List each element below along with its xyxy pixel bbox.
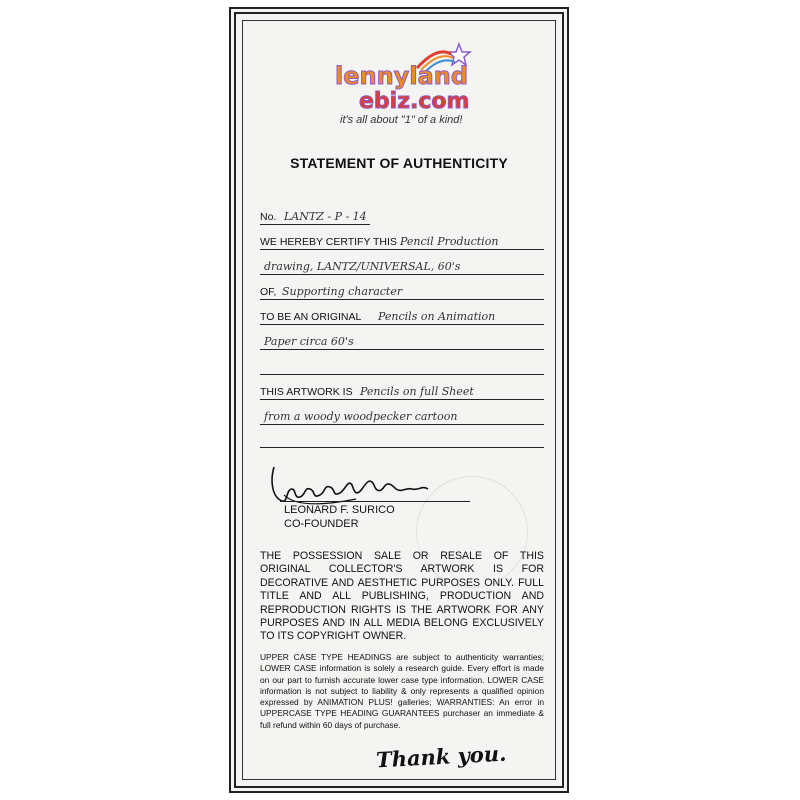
signer-name: LEONARD F. SURICO bbox=[284, 504, 395, 516]
tagline: it's all about "1" of a kind! bbox=[340, 114, 463, 126]
fine-print: UPPER CASE TYPE HEADINGS are subject to authenticity warranties; LOWER CASE information is solely a research guide. Every effort is made on our part to furnish accurate lower case type information. LOWER CASE information is not subject to liability & only represents a qualified opinion expressed by ANIMATION PLUS! galleries; WARRANTIES: An error in UPPERCASE TYPE HEADING GUARANTEES purchaser an immediate & full refund within 60 days of purchase. bbox=[260, 652, 544, 730]
signature-line bbox=[280, 501, 470, 502]
logo-line2: ebiz.com bbox=[359, 89, 470, 114]
of-row bbox=[260, 279, 544, 300]
of-label: OF, bbox=[260, 286, 277, 298]
number-label: No. bbox=[260, 211, 277, 223]
number-row bbox=[260, 204, 370, 225]
blank-row bbox=[260, 354, 544, 375]
of-value: Supporting character bbox=[282, 285, 403, 298]
number-value: LANTZ - P - 14 bbox=[284, 210, 367, 223]
certify-value-1: Pencil Production bbox=[400, 235, 499, 248]
artwork-value-1: Pencils on full Sheet bbox=[360, 385, 474, 398]
original-value-2: Paper circa 60's bbox=[264, 335, 354, 348]
original-label: TO BE AN ORIGINAL bbox=[260, 311, 362, 323]
legal-text: THE POSSESSION SALE OR RESALE OF THIS ORIGINAL COLLECTOR'S ARTWORK IS FOR DECORATIVE AND AESTHETIC PURPOSES ONLY. FULL TITLE AND ALL PUBLISHING, PRODUCTION AND REPRODUCTION RIGHTS IS THE ARTWORK FOR ANY PURPOSES AND IN ALL MEDIA BELONG EXCLUSIVELY TO ITS COPYRIGHT OWNER. bbox=[260, 550, 544, 643]
logo-graphic bbox=[299, 38, 499, 118]
logo-line1: lennyland bbox=[335, 62, 469, 90]
artwork-row-2 bbox=[260, 404, 544, 425]
artwork-value-2: from a woody woodpecker cartoon bbox=[264, 410, 458, 423]
original-value-1: Pencils on Animation bbox=[378, 310, 496, 323]
artwork-label: THIS ARTWORK IS bbox=[260, 386, 353, 398]
certify-row-2 bbox=[260, 254, 544, 275]
thank-you-note: Thank you. bbox=[375, 740, 507, 773]
original-row-2 bbox=[260, 329, 544, 350]
original-row bbox=[260, 304, 544, 325]
logo bbox=[236, 38, 562, 148]
certify-row bbox=[260, 229, 544, 250]
page-title: STATEMENT OF AUTHENTICITY bbox=[290, 155, 508, 171]
artwork-row bbox=[260, 379, 544, 400]
certificate-card bbox=[234, 12, 564, 788]
certify-value-2: drawing, LANTZ/UNIVERSAL, 60's bbox=[264, 260, 461, 273]
certify-label: WE HEREBY CERTIFY THIS bbox=[260, 236, 397, 248]
signer-title: CO-FOUNDER bbox=[284, 518, 359, 530]
artwork-row-3 bbox=[260, 427, 544, 448]
